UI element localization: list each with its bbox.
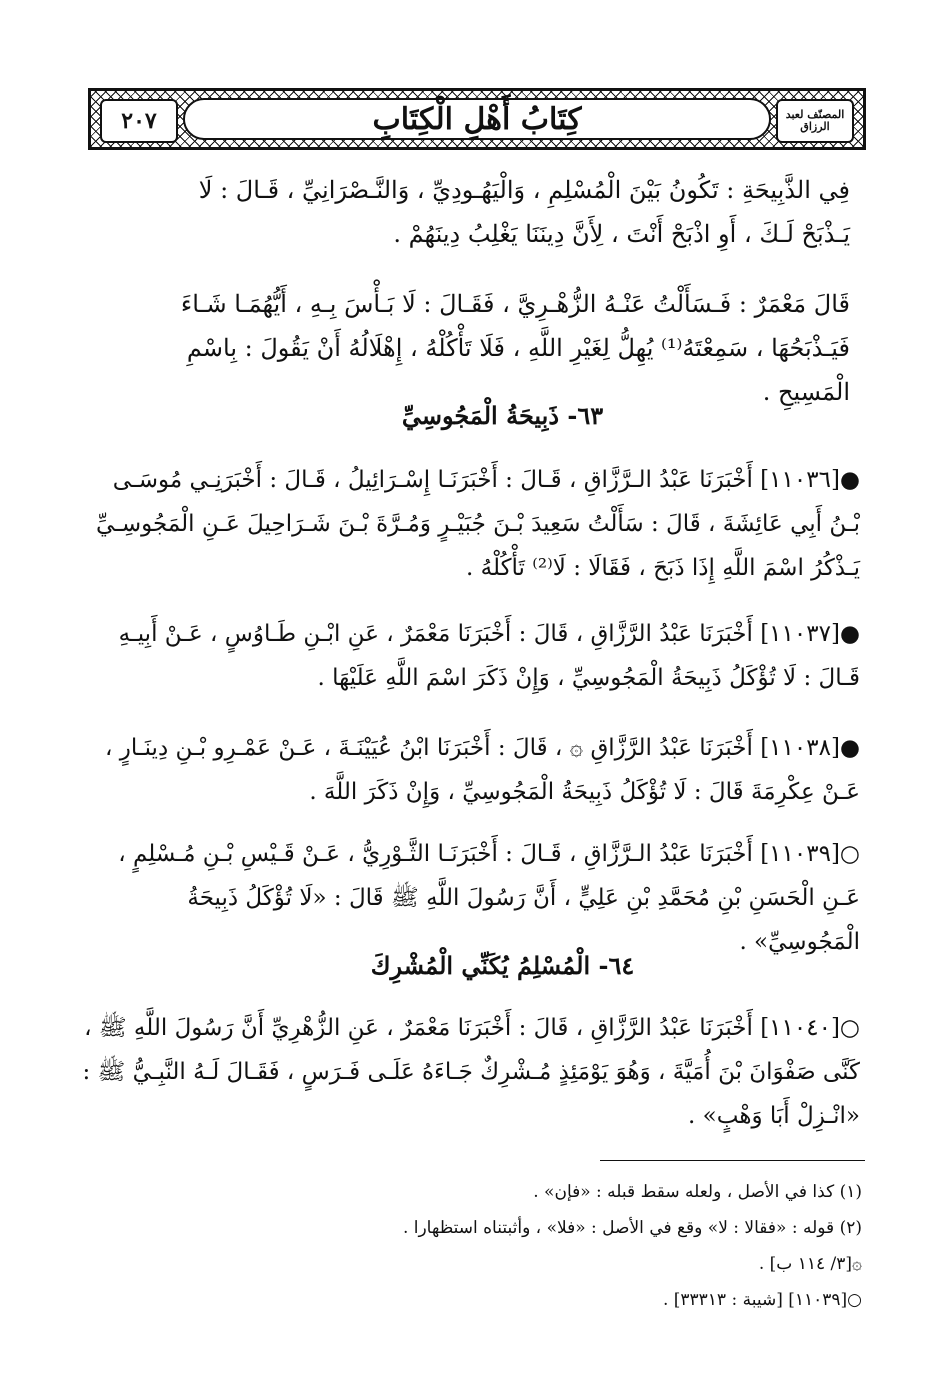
footnote-2: (٢) قوله : «فقالا : لا» وقع في الأصل : «فلا» ، وأثبتناه استظهارا .: [402, 1218, 862, 1238]
hadith-11036: ●[١١٠٣٦] أَخْبَرَنَا عَبْدُ الـرَّزَّاقِ ، قَـالَ : أَخْبَرَنَـا إِسْـرَائِيلُ ، قَـالَ : أَخْبَرَنِـي مُوسَـى بْـنُ أَبِي عَائِشَةَ ، قَالَ : سَأَلْتُ سَعِيدَ بْـنَ جُبَيْـرٍ وَمُـرَّةَ بْـنَ شَـرَاحِيلَ عَـنِ الْمَجُوسِـيِّ يَـذْكُرُ اسْمَ اللَّهِ إِذَا ذَبَحَ ، فَقَالَا : لَا⁽²⁾ تَأْكُلْهُ .: [95, 467, 860, 581]
book-logo: المصنّف لعبد الرزاق: [776, 99, 854, 143]
section-heading-63: ٦٣- ذَبِيحَةُ الْمَجُوسِيِّ: [401, 401, 604, 430]
chapter-title: كِتَابُ أَهْلِ الْكِتَابِ: [372, 101, 582, 137]
footnote-1: (١) كذا في الأصل ، ولعله سقط قبله : «فإن» .: [533, 1182, 862, 1202]
chapter-title-frame: [183, 98, 771, 140]
hadith-11040: ○[١١٠٤٠] أَخْبَرَنَا عَبْدُ الرَّزَّاقِ ، قَالَ : أَخْبَرَنَا مَعْمَرٌ ، عَنِ الزُّهْرِيِّ أَنَّ رَسُولَ اللَّهِ ﷺ ، كَنَّى صَفْوَانَ بْنَ أُمَيَّةَ ، وَهُوَ يَوْمَئِذٍ مُـشْرِكٌ جَـاءَهُ عَلَـى فَـرَسٍ ، فَقَـالَ لَـهُ النَّبِـيُّ ﷺ : «انْـزِلْ أَبَا وَهْبٍ» .: [82, 1015, 860, 1129]
hadith-11039: ○[١١٠٣٩] أَخْبَرَنَا عَبْدُ الـرَّزَّاقِ ، قَـالَ : أَخْبَرَنَـا الثَّـوْرِيُّ ، عَـنْ قَـيْسِ بْـنِ مُـسْلِمٍ ، عَـنِ الْحَسَنِ بْنِ مُحَمَّدِ بْنِ عَلِيٍّ ، أَنَّ رَسُولَ اللَّهِ ﷺ قَالَ : «لَا تُؤْكَلُ ذَبِيحَةُ الْمَجُوسِيِّ» .: [118, 841, 860, 955]
footnote-4: ○[١١٠٣٩] [شيبة : ٣٣٣١٣] .: [662, 1290, 862, 1310]
paragraph-mamar: قَالَ مَعْمَرٌ : فَـسَأَلْتُ عَنْـهُ الزُّهْـرِيَّ ، فَقَـالَ : لَا بَـأْسَ بِـهِ ، أَيُّهُمَـا شَـاءَ فَيَـذْبَحُهَا ، سَمِعْتَهُ⁽¹⁾ يُهِلُّ لِغَيْرِ اللَّهِ ، فَلَا تَأْكُلْهُ ، إِهْلَالُهُ أَنْ يَقُولَ : بِاسْمِ الْمَسِيحِ .: [180, 290, 850, 406]
footnote-divider: [600, 1160, 865, 1161]
page-number: ٢٠٧: [100, 99, 178, 143]
section-heading-64: ٦٤- الْمُسْلِمُ يُكَنِّي الْمُشْرِكَ: [370, 951, 635, 980]
page-header: [88, 88, 866, 150]
footnote-3: ۞[٣/ ١١٤ ب] .: [758, 1254, 862, 1274]
hadith-11038: ●[١١٠٣٨] أَخْبَرَنَا عَبْدُ الرَّزَّاقِ ۞ ، قَالَ : أَخْبَرَنَا ابْنُ عُيَيْنَـةَ ، عَـنْ عَمْـرِو بْـنِ دِينَـارٍ ، عَـنْ عِكْرِمَةَ قَالَ : لَا تُؤْكَلُ ذَبِيحَةُ الْمَجُوسِيِّ ، وَإِنْ ذَكَرَ اللَّهَ .: [105, 735, 860, 805]
paragraph-continuation: فِي الذَّبِيحَةِ : تَكُونُ بَيْنَ الْمُسْلِمِ ، وَالْيَهُـودِيِّ ، وَالنَّـصْرَانِيِّ ، قَـالَ : لَا يَـذْبَحْ لَـكَ ، أَوِ اذْبَحْ أَنْتَ ، لِأَنَّ دِينَنَا يَغْلِبُ دِينَهُمْ .: [198, 176, 850, 248]
hadith-11037: ●[١١٠٣٧] أَخْبَرَنَا عَبْدُ الرَّزَّاقِ ، قَالَ : أَخْبَرَنَا مَعْمَرٌ ، عَنِ ابْـنِ طَـاوُسٍ ، عَـنْ أَبِيـهِ قَـالَ : لَا تُؤْكَلُ ذَبِيحَةُ الْمَجُوسِيِّ ، وَإِنْ ذَكَرَ اسْمَ اللَّهِ عَلَيْهَا .: [118, 621, 860, 691]
